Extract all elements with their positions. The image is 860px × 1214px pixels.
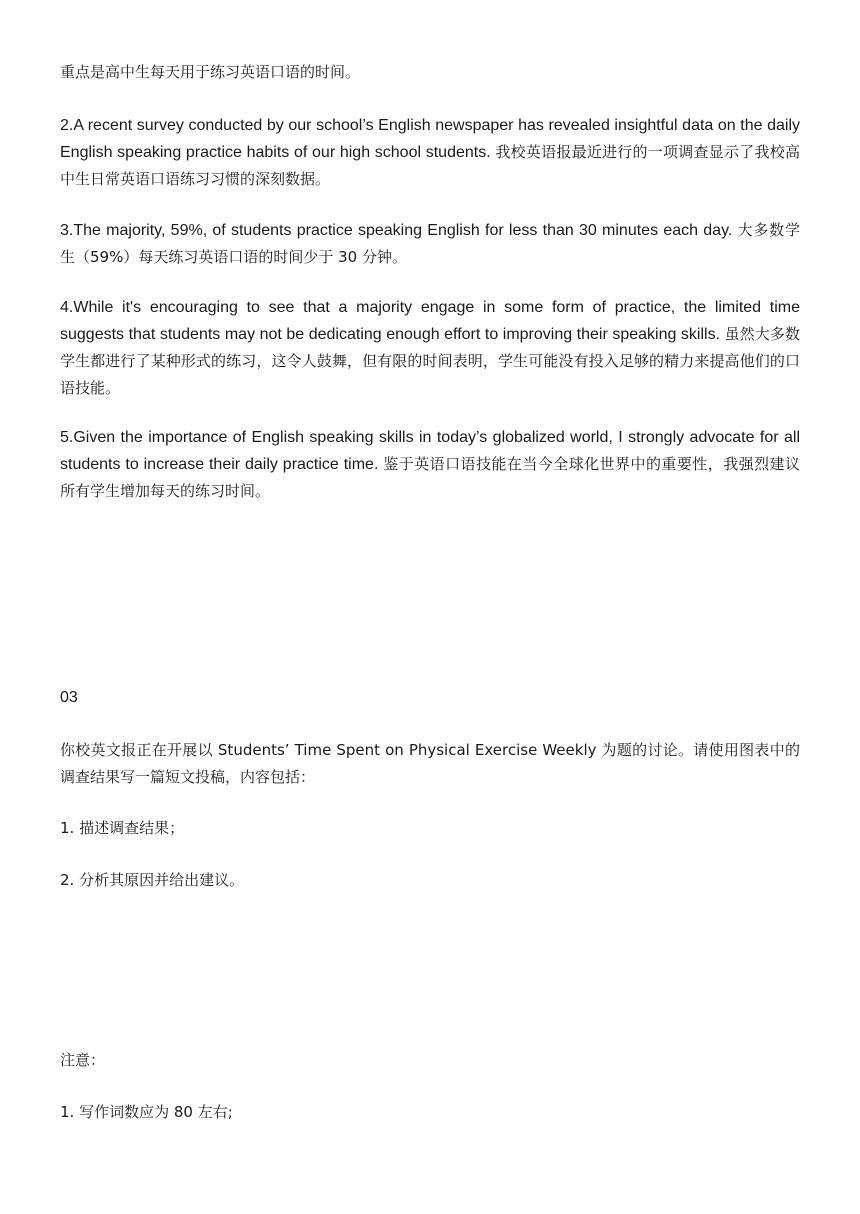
task-prompt xyxy=(60,737,800,791)
point-4-english: 4.While it's encouraging to see that a majority engage in some form of practice, the limited time suggests that students may not be dedicating enough effort to improving their speaking skills. xyxy=(60,299,800,343)
requirement-item xyxy=(60,867,800,894)
task-prompt-text: 你校英文报正在开展以 Students’ Time Spent on Physical Exercise Weekly 为题的讨论。请使用图表中的调查结果写一篇短文投稿，内容包括： xyxy=(60,741,800,786)
document-page xyxy=(60,0,800,1214)
point-5 xyxy=(60,425,800,505)
point-3 xyxy=(60,217,800,271)
section-number: 03 xyxy=(60,689,78,706)
point-2-english: 2.A recent survey conducted by our school’s English newspaper has revealed insightful data on the daily English speaking practice habits of our high school students. xyxy=(60,117,800,161)
requirement-1-text: 1. 描述调查结果； xyxy=(60,819,185,837)
requirement-2-text: 2. 分析其原因并给出建议。 xyxy=(60,871,245,889)
note-item xyxy=(60,1099,800,1126)
intro-text: 重点是高中生每天用于练习英语口语的时间。 xyxy=(60,63,361,81)
note-label-text: 注意： xyxy=(60,1051,106,1069)
point-3-english: 3.The majority, 59%, of students practice speaking English for less than 30 minutes each day. xyxy=(60,222,733,239)
point-5-chinese: 鉴于英语口语技能在当今全球化世界中的重要性，我强烈建议所有学生增加每天的练习时间。 xyxy=(60,455,800,500)
point-5-english: 5.Given the importance of English speaking skills in today’s globalized world, I strongly advocate for all students to increase their daily practice time. xyxy=(60,429,800,473)
intro-line xyxy=(60,59,800,86)
point-2-chinese: 我校英语报最近进行的一项调查显示了我校高中生日常英语口语练习习惯的深刻数据。 xyxy=(60,143,800,188)
point-2 xyxy=(60,113,800,193)
point-3-chinese: 大多数学生（59%）每天练习英语口语的时间少于 30 分钟。 xyxy=(60,221,800,266)
point-4 xyxy=(60,295,800,402)
point-4-chinese: 虽然大多数学生都进行了某种形式的练习，这令人鼓舞，但有限的时间表明，学生可能没有投入足够的精力来提高他们的口语技能。 xyxy=(60,325,800,397)
note-1-text: 1. 写作词数应为 80 左右; xyxy=(60,1103,233,1121)
note-label xyxy=(60,1047,800,1074)
requirement-item xyxy=(60,815,800,842)
